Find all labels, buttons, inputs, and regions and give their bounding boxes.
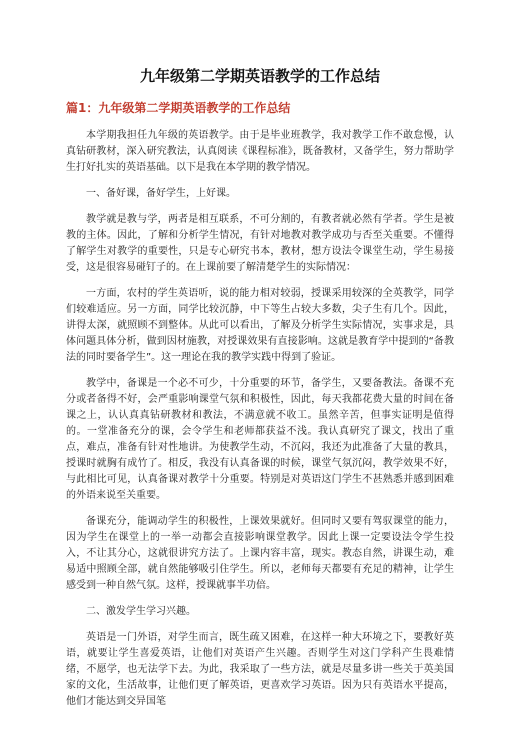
document-title: 九年级第二学期英语教学的工作总结: [139, 67, 380, 85]
paragraph-interest: 英语是一门外语，对学生而言，既生疏又困难，在这样一种大环境之下，要教好英语，就要让学生喜爱英语，让他们对英语产生兴趣。否则学生对这门学科产生畏难情绪，不愿学，也无法学下去。为此，我采取了一些方法，就是尽量多讲一些关于英美国家的文化，生活故事，让他们更了解英语，更喜欢学习英语。因为只有英语水平提高，他们才能达到交异国笔: [66, 632, 454, 707]
paragraph-intro: 本学期我担任九年级的英语教学。由于是毕业班教学，我对教学工作不敢怠慢，认真钻研教材，深入研究教法，认真阅读《课程标准》，既备教材，又备学生，努力帮助学生打好扎实的英语基础。以下是我在本学期的教学情况。: [66, 130, 454, 173]
paragraph-teaching: 教学就是教与学，两者是相互联系，不可分割的，有教者就必然有学者。学生是被教的主体。因此，了解和分析学生情况，有针对地教对教学成功与否至关重要。不懂得了解学生对教学的重要性，只是专心研究书本，教材，想方设法令课堂生动，学生易接受，这是很容易碰钉子的。在上课前要了解清楚学生的实际情况：: [66, 214, 454, 273]
subheading-1: 一、备好课，备好学生，上好课。: [86, 188, 236, 199]
subheading-2: 二、激发学生学习兴趣。: [86, 606, 196, 617]
paragraph-students: 一方面，农村的学生英语听，说的能力相对较弱，授课采用较深的全英教学，同学们较难适应。另一方面，同学比较沉静，中下等生占较大多数，尖子生有几个。因此，讲得太深，就照顾不到整体。从此可以看出，了解及分析学生实际情况，实事求是，具体问题具体分析，做到因材施教，对授课效果有直接影响。这就是教育学中提到的“备教法的同时要备学生”。这一理论在我的教学实践中得到了验证。: [66, 288, 454, 363]
section-heading: 篇1：九年级第二学期英语教学的工作总结: [66, 101, 291, 115]
paragraph-preparation: 教学中，备课是一个必不可少，十分重要的环节，备学生，又要备教法。备课不充分或者备得不好，会严重影响课堂气氛和积极性，因此，每天我都花费大量的时间在备课之上，认认真真钻研教材和教法，不满意就不收工。虽然辛苦，但事实证明是值得的。一堂准备充分的课，会令学生和老师都获益不浅。我认真研究了课文，找出了重点，难点，准备有针对性地讲。为使教学生动，不沉闷，我还为此准备了大量的教具，授课时就胸有成竹了。相反，我没有认真备课的时候，课堂气氛沉闷，教学效果不好，与此相比可见，认真备课对教学十分重要。特别是对英语这门学生不甚熟悉并感到困难的外语来说至关重要。: [66, 378, 454, 501]
paragraph-classroom: 备课充分，能调动学生的积极性，上课效果就好。但同时又要有驾驭课堂的能力，因为学生在课堂上的一举一动都会直接影响课堂教学。因此上课一定要设法令学生投入，不让其分心，这就很讲究方法了。上课内容丰富，现实。教态自然，讲课生动，难易适中照顾全部，就自然能够吸引住学生。所以，老师每天都要有充足的精神，让学生感受到一种自然气氛。这样，授课就事半功倍。: [66, 516, 454, 591]
